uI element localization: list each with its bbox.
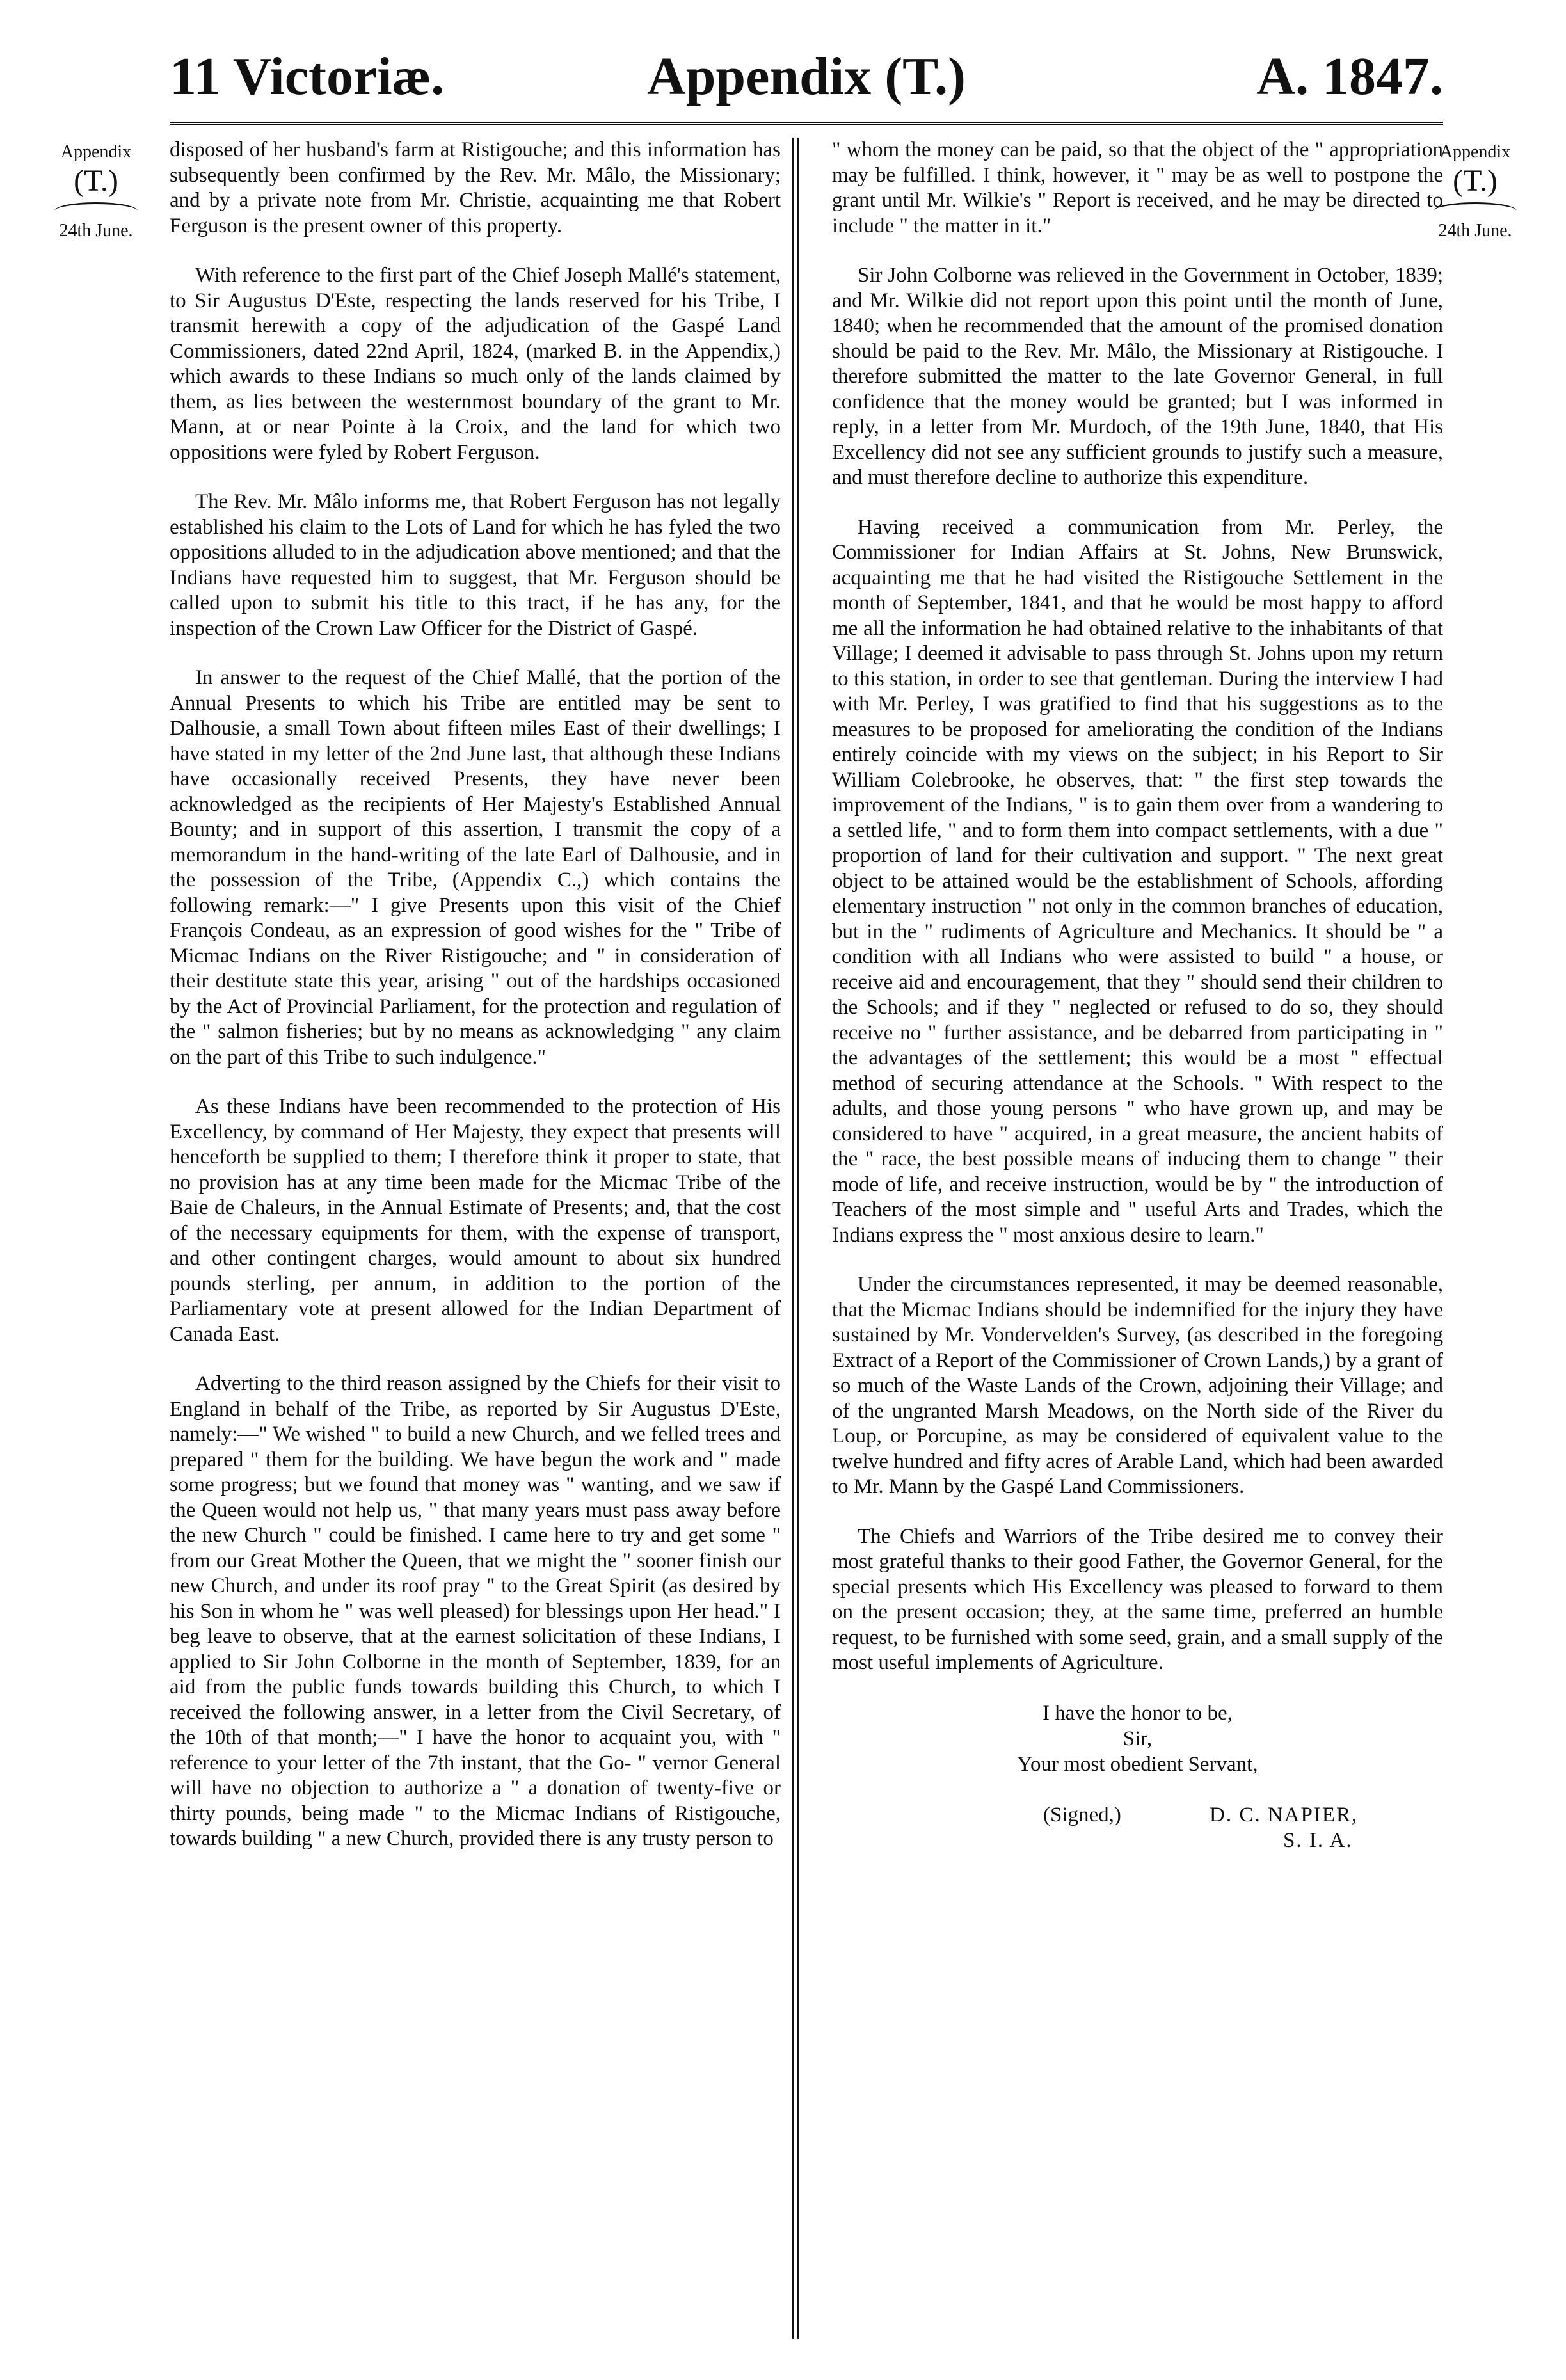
- signature-block: [832, 1803, 1443, 1860]
- header-year: A. 1847.: [1256, 47, 1443, 106]
- paragraph: As these Indians have been recommended to the protection of His Excellency, by command of Her Majesty, they expect that presents will henceforth be supplied to them; I therefore think it proper to state, that no provision has at any time been made for the Micmac Tribe of the Baie de Chaleurs, in the Annual Estimate of Presents; and, that the cost of the necessary equipments for them, with the expense of transport, and other contingent charges, would amount to about six hundred pounds sterling, per annum, in addition to the portion of the Parliamentary vote at present allowed for the Indian Department of Canada East.: [170, 1095, 781, 1346]
- closing-line: Your most obedient Servant,: [1017, 1752, 1258, 1776]
- paragraph: Under the circumstances represented, it may be deemed reasonable, that the Micmac Indians should be indemnified for the injury they have sustained by Mr. Vondervelden's Survey, (as described in the foregoing Extract of a Report of the Commissioner of Crown Lands,) by a grant of so much of the Waste Lands of the Crown, adjoining their Village; and of the ungranted Marsh Meadows, on the North side of the River du Loup, or Porcupine, as may be considered of equivalent value to the twelve hundred and fifty acres of Arable Land, which had been awarded to Mr. Mann by the Gaspé Land Commissioners.: [832, 1273, 1443, 1498]
- margin-date: 24th June.: [1438, 221, 1512, 241]
- signature-title: S. I. A.: [1283, 1828, 1353, 1852]
- paragraph: " whom the money can be paid, so that the object of the " appropriation may be fulfilled. I think, however, it " may be as well to postpone the grant until Mr. Wilkie's " Report is received, and he may be directed to include " the matter in it.": [832, 138, 1443, 237]
- paragraph: In answer to the request of the Chief Mallé, that the portion of the Annual Presents to which his Tribe are entitled may be sent to Dalhousie, a small Town about fifteen miles East of their dwellings; I have stated in my letter of the 2nd June last, that although these Indians have occasionally received Presents, they have never been acknowledged as the recipients of Her Majesty's Established Annual Bounty; and in support of this assertion, I transmit the copy of a memorandum in the hand-writing of the late Earl of Dalhousie, and in the possession of the Tribe, (Appendix C.,) which contains the following remark:—" I give Presents upon this visit of the Chief François Condeau, as an expression of good wishes for the " Tribe of Micmac Indians on the River Ristigouche; and " in consideration of their destitute state this year, arising " out of the hardships occasioned by the Act of Provincial Parliament, for the protection and regulation of the " salmon fisheries; but by no means as acknowledging " any claim on the part of this Tribe to such indulgence.": [170, 666, 781, 1069]
- paragraph: With reference to the first part of the Chief Joseph Mallé's statement, to Sir Augustus D'Este, respecting the lands reserved for his Tribe, I transmit herewith a copy of the adjudication of the Gaspé Land Commissioners, dated 22nd April, 1824, (marked B. in the Appendix,) which awards to these Indians so much only of the lands claimed by them, as lies between the westernmost boundary of the grant to Mr. Mann, at or near Pointe à la Croix, and the land for which two oppositions were fyled by Robert Ferguson.: [170, 264, 781, 464]
- paragraph: Sir John Colborne was relieved in the Government in October, 1839; and Mr. Wilkie did not report upon this point until the month of June, 1840; when he recommended that the amount of the promised donation should be paid to the Rev. Mr. Mâlo, the Missionary at Ristigouche. I therefore submitted the matter to the late Governor General, in full confidence that the money would be granted; but I was informed in reply, in a letter from Mr. Murdoch, of the 19th June, 1840, that His Excellency did not see any sufficient grounds to justify such a measure, and must therefore decline to authorize this expenditure.: [832, 264, 1443, 489]
- left-column: [170, 138, 781, 1876]
- header-session: 11 Victoriæ.: [170, 47, 445, 106]
- paragraph: Having received a communication from Mr. Perley, the Commissioner for Indian Affairs at St. Johns, New Brunswick, acquainting me that he had visited the Ristigouche Settlement in the month of September, 1841, and that he would be most happy to afford me all the information he had obtained relative to the inhabitants of that Village; I deemed it advisable to pass through St. Johns upon my return to this station, in order to see that gentleman. During the interview I had with Mr. Perley, I was gratified to find that his suggestions as to the measures to be proposed for ameliorating the condition of the Indians entirely coincide with my views on the subject; in his Report to Sir William Colebrooke, he observes, that: " the first step towards the improvement of the Indians, " is to gain them over from a wandering to a settled life, " and to form them into compact settlements, with a due " proportion of land for their cultivation and support. " The next great object to be attained would be the establishment of Schools, affording elementary instruction " not only in the common branches of education, but in the " rudiments of Agriculture and Mechanics. It should be " a condition with all Indians who were assisted to build " a house, or receive aid and encouragement, that they " should send their children to the Schools; and if they " neglected or refused to do so, they should receive no " further assistance, and be debarred from participating in " the advantages of the settlement; this would be a most " effectual method of securing attendance at the Schools. " With respect to the adults, and those young persons " who have grown up, and may be considered to have " acquired, in a great measure, the ancient habits of the " race, the best possible means of inducing them to change " their mode of life, and receive instruction, would be by " the introduction of Teachers of the most simple and " useful Arts and Trades, which the Indians express the " most anxious desire to learn.": [832, 515, 1443, 1247]
- margin-letter: (T.): [1453, 164, 1498, 198]
- closing-line: Sir,: [1123, 1727, 1153, 1750]
- paragraph: disposed of her husband's farm at Ristigouche; and this information has subsequently been confirmed by the Rev. Mr. Mâlo, the Missionary; and by a private note from Mr. Christie, acquainting me that Robert Ferguson is the present owner of this property.: [170, 138, 781, 237]
- closing-line: I have the honor to be,: [1043, 1701, 1233, 1725]
- paragraph: Adverting to the third reason assigned by the Chiefs for their visit to England in behalf of the Tribe, as reported by Sir Augustus D'Este, namely:—" We wished " to build a new Church, and we felled trees and prepared " them for the building. We have begun the work and " made some progress; but we found that money was " wanting, and we saw if the Queen would not help us, " that many years must pass away before the new Church " could be finished. I came here to try and get some " from our Great Mother the Queen, that we might the " sooner finish our new Church, and under its roof pray " to the Great Spirit (as desired by his Son in whom he " was well pleased) for blessings upon Her head." I beg leave to observe, that at the earnest solicitation of these Indians, I applied to Sir John Colborne in the month of September, 1839, for an aid from the public funds towards building this Church, to which I received the following answer, in a letter from the Civil Secretary, of the 10th of that month;—" I have the honor to acquaint you, with " reference to your letter of the 7th instant, that the Go- " vernor General will have no objection to authorize a " a donation of twenty-five or thirty pounds, being made " to the Micmac Indians of Ristigouche, towards building " a new Church, provided there is any trusty person to: [170, 1372, 781, 1850]
- page-header: [170, 38, 1443, 115]
- paragraph: The Chiefs and Warriors of the Tribe desired me to convey their most grateful thanks to their good Father, the Governor General, for the special presents which His Excellency was pleased to forward to them on the present occasion; they, at the same time, preferred an humble request, to be furnished with some seed, grain, and a small supply of the most useful implements of Agriculture.: [832, 1524, 1443, 1674]
- paragraph: The Rev. Mr. Mâlo informs me, that Robert Ferguson has not legally established his claim to the Lots of Land for which he has fyled the two oppositions alluded to in the adjudication above mentioned; and that the Indians have requested him to suggest, that Mr. Ferguson should be called upon to submit his title to this tract, if he has any, for the inspection of the Crown Law Officer for the District of Gaspé.: [170, 490, 781, 640]
- margin-label: Appendix: [60, 142, 132, 162]
- margin-brace: [54, 202, 138, 220]
- signature-name: D. C. NAPIER,: [1210, 1803, 1359, 1826]
- margin-brace: [1434, 202, 1517, 220]
- header-appendix-title: Appendix (T.): [647, 47, 966, 106]
- letter-closing: [832, 1700, 1443, 1777]
- margin-date: 24th June.: [59, 221, 133, 241]
- margin-label: Appendix: [1439, 142, 1511, 162]
- header-rule: [170, 122, 1443, 125]
- margin-letter: (T.): [74, 164, 118, 198]
- margin-note-left: [48, 141, 144, 243]
- column-divider: [792, 138, 799, 2339]
- right-column: [832, 138, 1443, 1860]
- signed-label: (Signed,): [1043, 1803, 1121, 1826]
